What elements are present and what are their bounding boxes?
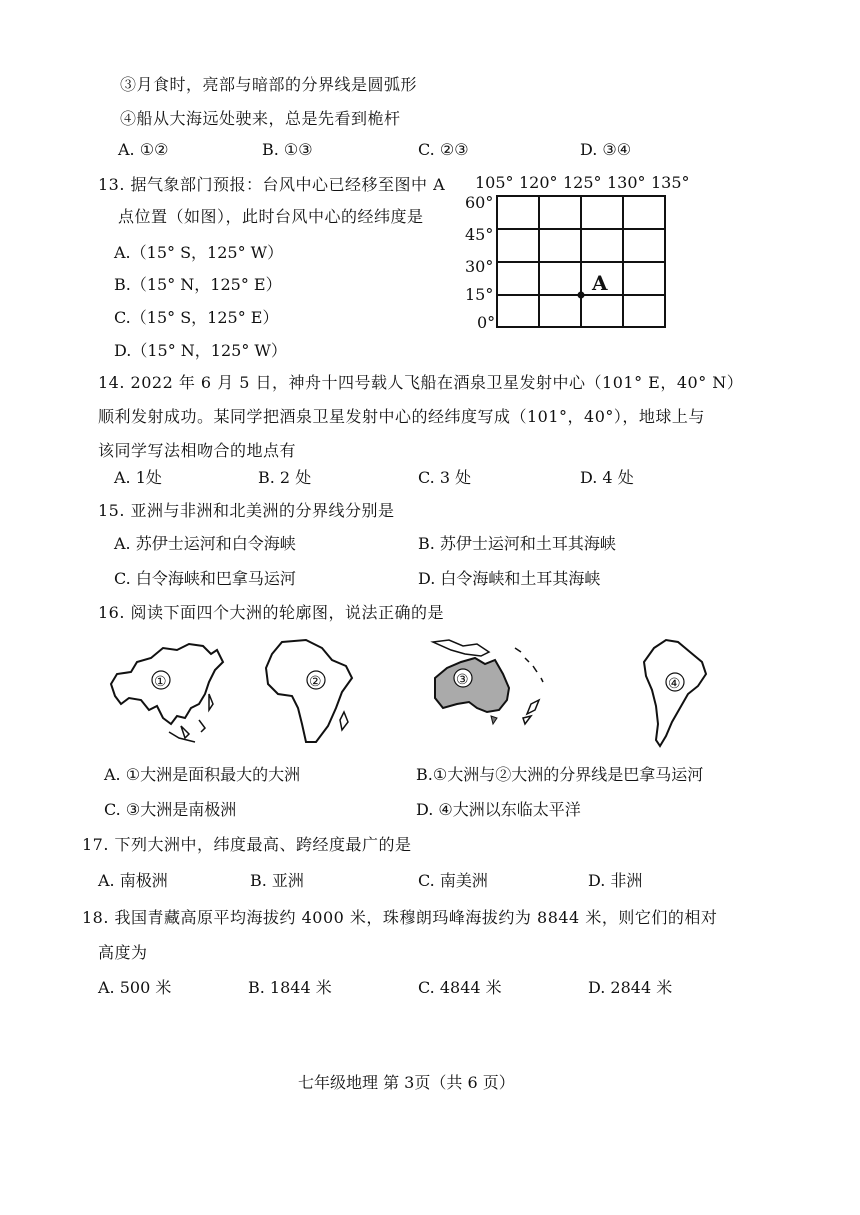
q13-option-a: A.（15° S，125° W） (114, 243, 284, 262)
q18-option-c: C. 4844 米 (418, 978, 502, 997)
q12-option-a: A. ①② (118, 140, 169, 159)
q15-option-c: C. 白令海峡和巴拿马运河 (114, 569, 296, 588)
q16-option-c: C. ③大洲是南极洲 (104, 800, 237, 819)
lat-lon-grid-figure (455, 168, 705, 340)
lat-label-0: 0° (477, 313, 496, 332)
q15-option-b: B. 苏伊士运河和土耳其海峡 (418, 534, 616, 553)
q12-option-d: D. ③④ (580, 140, 632, 159)
q17-option-c: C. 南美洲 (418, 871, 488, 890)
q14-option-b: B. 2 处 (258, 468, 312, 487)
q14-option-d: D. 4 处 (580, 468, 634, 487)
lat-label-45: 45° (465, 225, 494, 244)
map-label-1: ① (154, 674, 167, 690)
q14-stem-line-1: 14. 2022 年 6 月 5 日，神舟十四号载人飞船在酒泉卫星发射中心（101° E，40° N） (98, 373, 744, 392)
map-label-2: ② (309, 674, 322, 690)
q12-item-4: ④船从大海远处驶来，总是先看到桅杆 (120, 109, 401, 128)
q17-stem: 17. 下列大洲中，纬度最高、跨经度最广的是 (82, 835, 412, 854)
q16-option-a: A. ①大洲是面积最大的大洲 (104, 765, 301, 784)
q18-option-a: A. 500 米 (98, 978, 172, 997)
q15-option-a: A. 苏伊士运河和白令海峡 (114, 534, 296, 553)
q17-option-b: B. 亚洲 (250, 871, 304, 890)
q14-option-a: A. 1处 (114, 468, 162, 487)
lon-label-130: 130° (607, 173, 646, 192)
q12-option-c: C. ②③ (418, 140, 469, 159)
map-label-3: ③ (456, 672, 469, 688)
south-america-outline-map (640, 636, 710, 754)
map-label-4: ④ (668, 676, 681, 692)
q14-stem-line-2: 顺利发射成功。某同学把酒泉卫星发射中心的经纬度写成（101°，40°），地球上与 (98, 407, 705, 426)
page-footer: 七年级地理 第 3页（共 6 页） (298, 1073, 515, 1092)
q13-option-c: C.（15° S，125° E） (114, 308, 279, 327)
q12-item-3: ③月食时，亮部与暗部的分界线是圆弧形 (120, 75, 418, 94)
q13-stem-line-1: 13. 据气象部门预报：台风中心已经移至图中 A (98, 175, 446, 194)
q12-option-b: B. ①③ (262, 140, 313, 159)
lat-label-15: 15° (465, 285, 494, 304)
q13-stem-line-2: 点位置（如图），此时台风中心的经纬度是 (118, 207, 424, 226)
point-a-label: A (592, 271, 608, 295)
q14-stem-line-3: 该同学写法相吻合的地点有 (98, 441, 297, 460)
africa-outline-map (262, 638, 357, 750)
q13-option-d: D.（15° N，125° W） (114, 341, 287, 360)
lon-label-125: 125° (563, 173, 602, 192)
lon-label-135: 135° (651, 173, 690, 192)
q16-option-d: D. ④大洲以东临太平洋 (416, 800, 581, 819)
typhoon-point-a (578, 292, 585, 299)
q13-option-b: B.（15° N，125° E） (114, 275, 282, 294)
q18-option-b: B. 1844 米 (248, 978, 332, 997)
q16-stem: 16. 阅读下面四个大洲的轮廓图，说法正确的是 (98, 603, 445, 622)
q15-stem: 15. 亚洲与非洲和北美洲的分界线分别是 (98, 501, 395, 520)
q15-option-d: D. 白令海峡和土耳其海峡 (418, 569, 601, 588)
q17-option-a: A. 南极洲 (98, 871, 168, 890)
lat-label-60: 60° (465, 193, 494, 212)
lon-label-105: 105° (475, 173, 514, 192)
oceania-outline-map (425, 638, 560, 728)
asia-outline-map (105, 638, 230, 750)
lat-label-30: 30° (465, 257, 494, 276)
lon-label-120: 120° (519, 173, 558, 192)
q17-option-d: D. 非洲 (588, 871, 643, 890)
q18-stem-line-1: 18. 我国青藏高原平均海拔约 4000 米，珠穆朗玛峰海拔约为 8844 米，则它们的相对 (82, 908, 718, 927)
q14-option-c: C. 3 处 (418, 468, 472, 487)
q18-option-d: D. 2844 米 (588, 978, 673, 997)
q18-stem-line-2: 高度为 (98, 943, 148, 962)
q16-option-b: B.①大洲与②大洲的分界线是巴拿马运河 (416, 765, 704, 784)
grid-lines (497, 196, 665, 327)
